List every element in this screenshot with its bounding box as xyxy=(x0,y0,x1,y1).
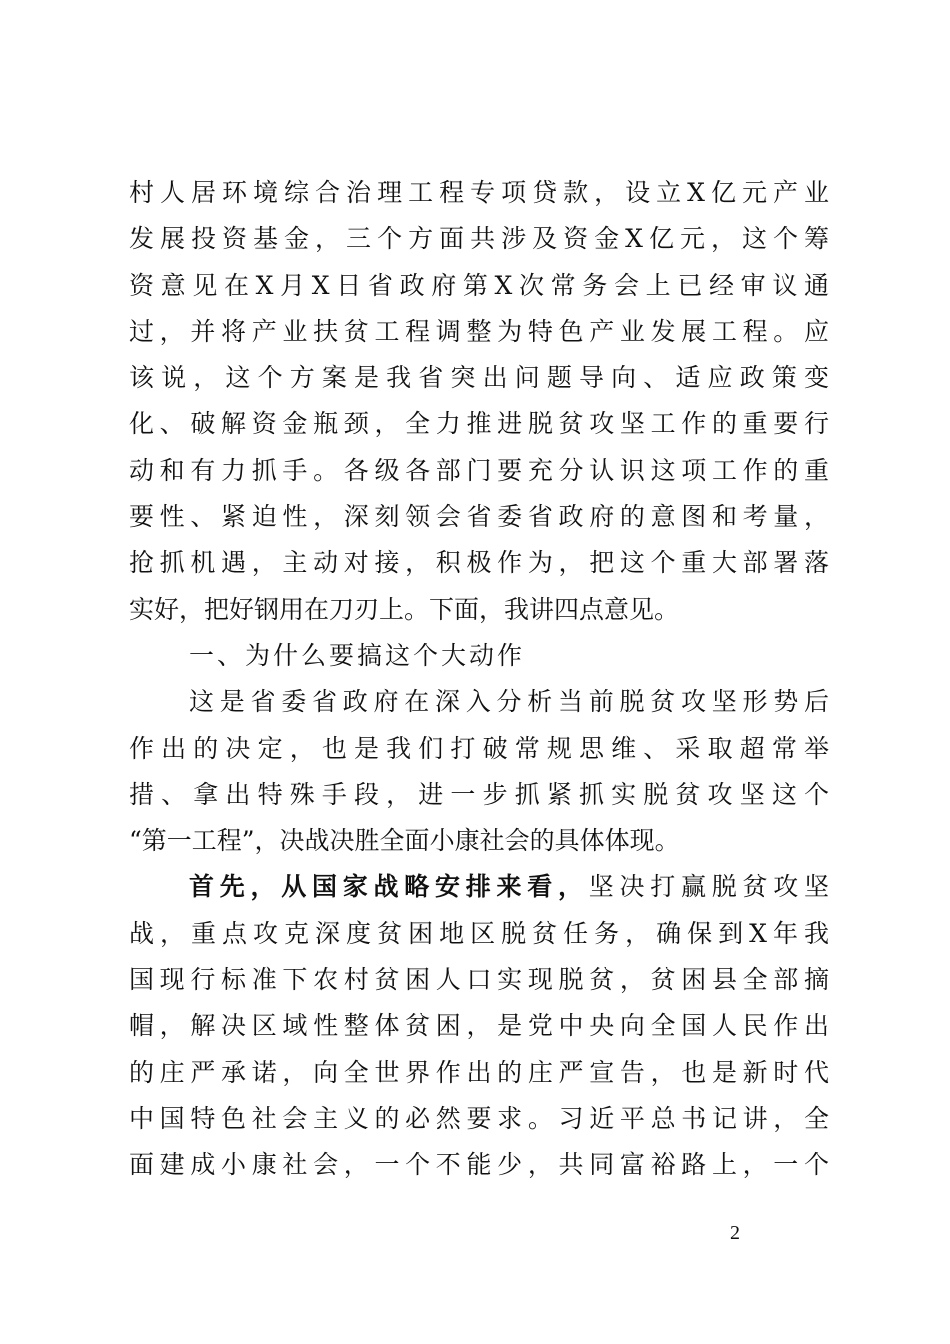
body-text xyxy=(129,170,829,1189)
text-line: 的庄严承诺，向全世界作出的庄严宣告，也是新时代 xyxy=(129,1057,829,1087)
text-line: 面建成小康社会，一个不能少，共同富裕路上，一个 xyxy=(129,1150,829,1180)
text-line: 中国特色社会主义的必然要求。习近平总书记讲，全 xyxy=(129,1103,829,1133)
text-line: 化、破解资金瓶颈，全力推进脱贫攻坚工作的重要行 xyxy=(129,409,829,439)
section-heading: 一、为什么要搞这个大动作 xyxy=(189,640,526,670)
text-line: 战，重点攻克深度贫困地区脱贫任务，确保到X年我 xyxy=(129,918,829,948)
page-number: 2 xyxy=(730,1222,740,1244)
text-line: 该说，这个方案是我省突出问题导向、适应政策变 xyxy=(129,363,829,393)
text-line: 作出的决定，也是我们打破常规思维、采取超常举 xyxy=(129,733,829,763)
text-line: 措、拿出特殊手段，进一步抓紧抓实脱贫攻坚这个 xyxy=(129,779,829,809)
text-line: 发展投资基金，三个方面共涉及资金X亿元，这个筹 xyxy=(129,224,829,254)
text-line: 帽，解决区域性整体贫困，是党中央向全国人民作出 xyxy=(129,1011,829,1041)
lead-line-rest: 坚决打赢脱贫攻坚 xyxy=(588,872,829,902)
text-line: 动和有力抓手。各级各部门要充分认识这项工作的重 xyxy=(129,455,829,485)
text-line: 过，并将产业扶贫工程调整为特色产业发展工程。应 xyxy=(129,316,829,346)
text-line: 抢抓机遇，主动对接，积极作为，把这个重大部署落 xyxy=(129,548,829,578)
text-line: 这是省委省政府在深入分析当前脱贫攻坚形势后 xyxy=(189,687,829,717)
text-line: 实好，把好钢用在刀刃上。下面，我讲四点意见。 xyxy=(129,594,680,624)
text-line: “第一工程”，决战决胜全面小康社会的具体体现。 xyxy=(129,826,680,856)
paragraph-lead-line xyxy=(129,864,829,910)
text-line: 国现行标准下农村贫困人口实现脱贫，贫困县全部摘 xyxy=(129,965,829,995)
bold-lead-phrase: 首先，从国家战略安排来看， xyxy=(189,872,589,902)
text-line: 资意见在X月X日省政府第X次常务会上已经审议通 xyxy=(129,270,829,300)
text-line: 村人居环境综合治理工程专项贷款，设立X亿元产业 xyxy=(129,178,829,207)
text-line: 要性、紧迫性，深刻领会省委省政府的意图和考量， xyxy=(129,502,829,532)
